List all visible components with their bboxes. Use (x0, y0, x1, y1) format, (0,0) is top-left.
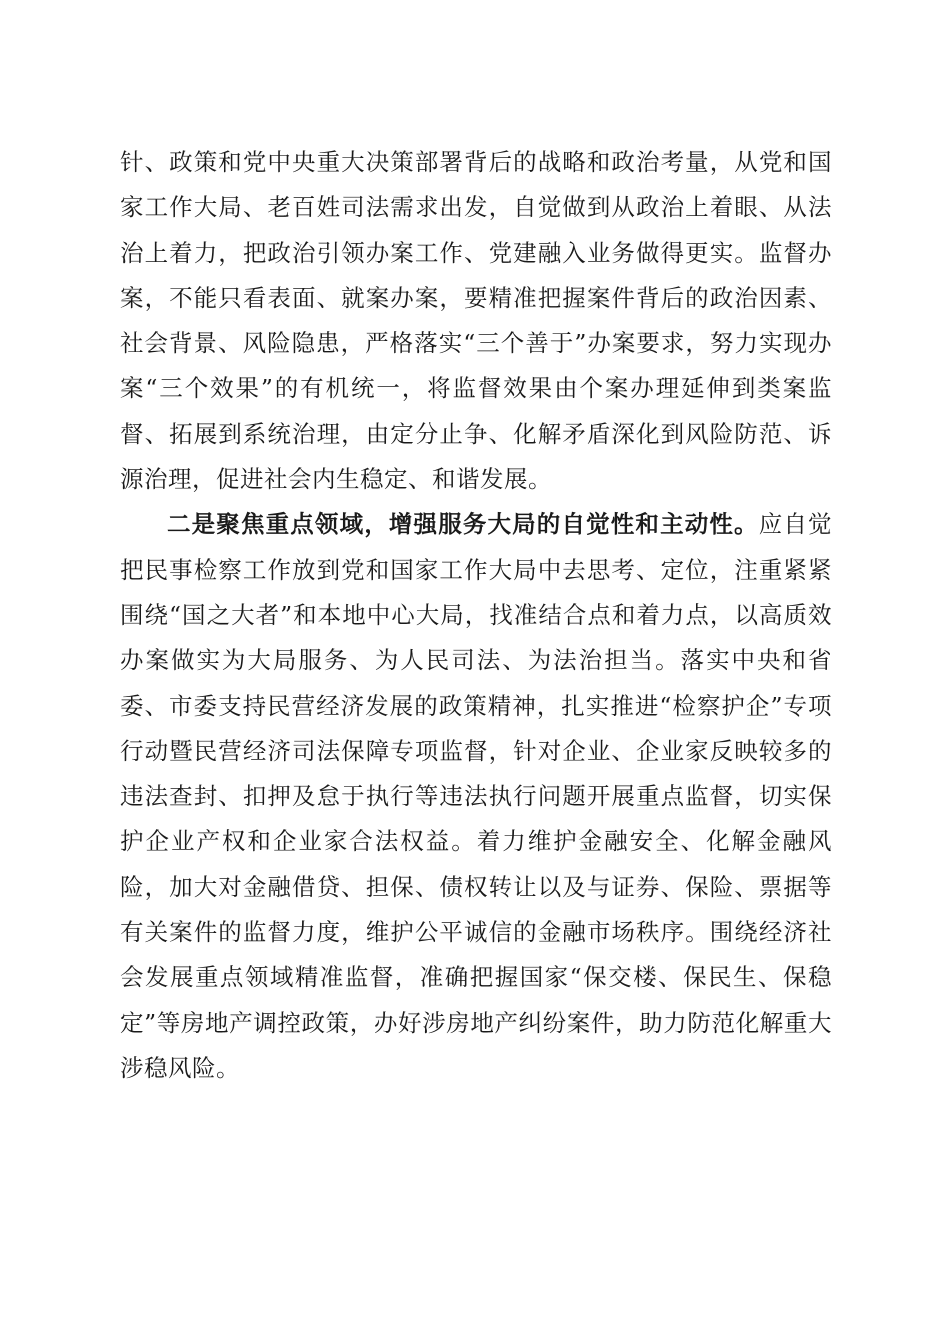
paragraph-focus-key-areas (120, 502, 832, 1091)
paragraph-lead-heading: 二是聚焦重点领域，增强服务大局的自觉性和主动性。 (167, 510, 759, 539)
document-body (120, 140, 832, 1091)
paragraph-continued (120, 140, 832, 502)
paragraph-text: 针、政策和党中央重大决策部署背后的战略和政治考量，从党和国家工作大局、老百姓司法需求出发，自觉做到从政治上着眼、从法治上着力，把政治引领办案工作、党建融入业务做得更实。监督办案，不能只看表面、就案办案，要精准把握案件背后的政治因素、社会背景、风险隐患，严格落实“三个善于”办案要求，努力实现办案“三个效果”的有机统一，将监督效果由个案办理延伸到类案监督、拓展到系统治理，由定分止争、化解矛盾深化到风险防范、诉源治理，促进社会内生稳定、和谐发展。 (120, 148, 832, 494)
paragraph-text: 应自觉把民事检察工作放到党和国家工作大局中去思考、定位，注重紧紧围绕“国之大者”和本地中心大局，找准结合点和着力点，以高质效办案做实为大局服务、为人民司法、为法治担当。落实中央和省委、市委支持民营经济发展的政策精神，扎实推进“检察护企”专项行动暨民营经济司法保障专项监督，针对企业、企业家反映较多的违法查封、扣押及怠于执行等违法执行问题开展重点监督，切实保护企业产权和企业家合法权益。着力维护金融安全、化解金融风险，加大对金融借贷、担保、债权转让以及与证券、保险、票据等有关案件的监督力度，维护公平诚信的金融市场秩序。围绕经济社会发展重点领域精准监督，准确把握国家“保交楼、保民生、保稳定”等房地产调控政策，办好涉房地产纠纷案件，助力防范化解重大涉稳风险。 (120, 510, 833, 1082)
